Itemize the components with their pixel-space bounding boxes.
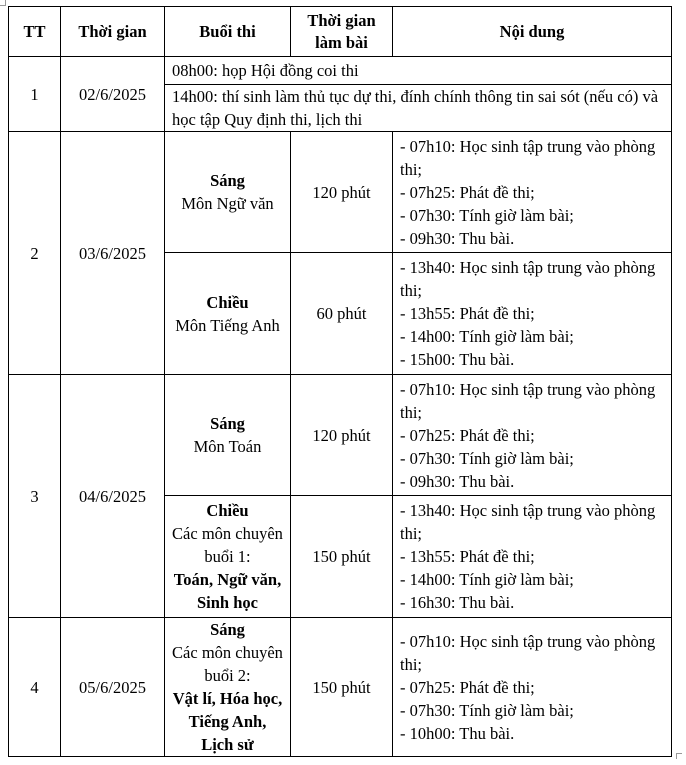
content-item: - 13h55: Phát đề thi; [400,304,535,323]
content-item: - 09h30: Thu bài. [400,471,515,491]
exam-date: 04/6/2025 [61,375,165,618]
content-item: - 09h30: Thu bài. [400,228,515,248]
exam-session [165,132,291,253]
content-item: - 07h25: Phát đề thi; [400,182,535,202]
day1-note-1: 08h00: họp Hội đồng coi thi [165,57,672,85]
session-subjects-list: Toán, Ngữ văn, Sinh học [173,570,282,612]
content-item: - 07h30: Tính giờ làm bài; [400,205,574,225]
content-item: - 14h00: Tính giờ làm bài; [400,327,574,346]
content-item: - 10h00: Thu bài. [400,723,515,743]
session-subjects-list: Vật lí, Hóa học, Tiếng Anh, Lịch sử [172,689,283,754]
content-item: - 13h40: Học sinh tập trung vào phòng thi; [400,501,656,543]
content-item: - 14h00: Tính giờ làm bài; [400,570,574,589]
header-session: Buổi thi [165,7,291,57]
table-row [9,618,672,757]
session-content [393,618,672,757]
content-item: - 07h10: Học sinh tập trung vào phòng thi; [400,379,656,422]
header-date: Thời gian [61,7,165,57]
content-item: - 07h10: Học sinh tập trung vào phòng thi; [400,631,656,674]
exam-schedule-table [8,6,672,757]
exam-session [165,496,291,618]
exam-session [165,618,291,757]
exam-date: 02/6/2025 [61,57,165,132]
session-content [393,253,672,375]
row-number: 1 [9,57,61,132]
table-row [9,132,672,253]
content-item: - 07h25: Phát đề thi; [400,677,535,697]
content-item: - 16h30: Thu bài. [400,593,515,612]
session-period: Sáng [210,171,245,190]
content-item: - 07h10: Học sinh tập trung vào phòng thi; [400,136,656,179]
content-item: - 07h25: Phát đề thi; [400,425,535,445]
exam-date: 05/6/2025 [61,618,165,757]
session-content [393,375,672,496]
table-row [9,375,672,496]
session-period: Chiều [206,292,249,312]
content-item: - 15h00: Thu bài. [400,350,515,369]
content-item: - 07h30: Tính giờ làm bài; [400,700,574,720]
header-content: Nội dung [393,7,672,57]
exam-session [165,253,291,375]
corner-mark-bottom-right [676,753,682,759]
header-row [9,7,672,57]
session-subject: Môn Toán [193,437,262,456]
session-period: Sáng [210,620,245,639]
session-subject: Môn Tiếng Anh [175,315,280,335]
row-number: 4 [9,618,61,757]
session-subject: Các môn chuyên buổi 1: [172,524,283,566]
exam-duration: 150 phút [291,618,393,757]
header-duration: Thời gian làm bài [291,7,393,57]
exam-date: 03/6/2025 [61,132,165,375]
row-number: 2 [9,132,61,375]
corner-mark-top-left [0,0,6,6]
session-content [393,496,672,618]
session-subject: Các môn chuyên buổi 2: [172,643,283,685]
row-number: 3 [9,375,61,618]
exam-duration: 150 phút [291,496,393,618]
exam-duration: 120 phút [291,132,393,253]
content-item: - 13h55: Phát đề thi; [400,547,535,566]
session-period: Sáng [210,414,245,433]
exam-duration: 60 phút [291,253,393,375]
exam-duration: 120 phút [291,375,393,496]
header-tt: TT [9,7,61,57]
content-item: - 13h40: Học sinh tập trung vào phòng thi; [400,258,656,300]
session-content [393,132,672,253]
table-row [9,57,672,85]
content-item: - 07h30: Tính giờ làm bài; [400,448,574,468]
session-period: Chiều [206,501,249,520]
exam-session [165,375,291,496]
day1-note-2: 14h00: thí sinh làm thủ tục dự thi, đính chính thông tin sai sót (nếu có) và học tập Quy định thi, lịch thi [165,85,672,132]
session-subject: Môn Ngữ văn [181,194,274,213]
